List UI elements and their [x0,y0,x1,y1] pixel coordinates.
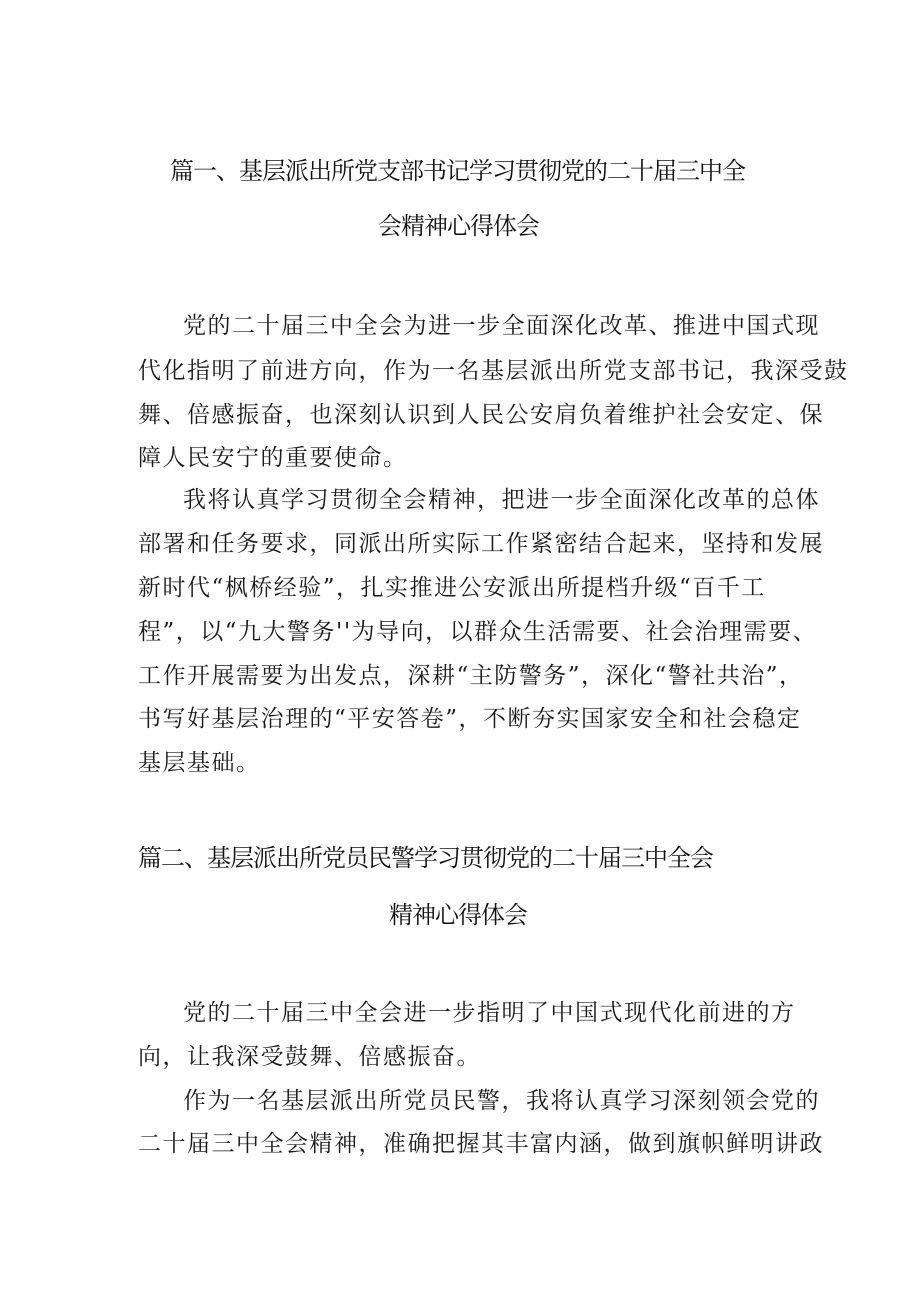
section2-p1-line: 向，让我深受鼓舞、倍感振奋。 [138,1044,481,1070]
section1-p2-line: 工作开展需要为出发点，深耕“主防警务”，深化“警社共治”， [138,663,804,689]
section1-title-line2: 会精神心得体会 [378,212,539,240]
section2-title-line1: 篇二、基层派出所党员民警学习贯彻党的二十届三中全会 [138,844,713,872]
section1-p2-line: 部署和任务要求，同派出所实际工作紧密结合起来，坚持和发展 [138,531,824,557]
section1-title-line1: 篇一、基层派出所党支部书记学习贯彻党的二十届三中全 [170,157,745,185]
section1-p2-line: 基层基础。 [138,750,261,776]
section2-p1-line: 党的二十届三中全会进一步指明了中国式现代化前进的方 [183,1000,796,1026]
section1-p1-line: 党的二十届三中全会为进一步全面深化改革、推进中国式现 [183,313,820,339]
section2-title-line2: 精神心得体会 [389,901,527,929]
section1-p2-line: 书写好基层治理的“平安答卷”，不断夯实国家安全和社会稳定 [138,706,802,732]
section1-p1-line: 代化指明了前进方向，作为一名基层派出所党支部书记，我深受鼓 [138,358,849,384]
section1-p2-line: 程”，以“九大警务''为导向，以群众生活需要、社会治理需要、 [138,619,818,645]
section2-p2-line: 二十届三中全会精神，准确把握其丰富内涵，做到旗帜鲜明讲政 [138,1131,824,1157]
section2-p2-line: 作为一名基层派出所党员民警，我将认真学习深刻领会党的 [183,1088,820,1114]
section1-p1-line: 障人民安宁的重要使命。 [138,445,408,471]
section1-p1-line: 舞、倍感振奋，也深刻认识到人民公安肩负着维护社会安定、保 [138,402,824,428]
section1-p2-line: 我将认真学习贯彻全会精神，把进一步全面深化改革的总体 [183,487,820,513]
section1-p2-line: 新时代“枫桥经验”，扎实推进公安派出所提档升级“百千工 [138,575,766,601]
